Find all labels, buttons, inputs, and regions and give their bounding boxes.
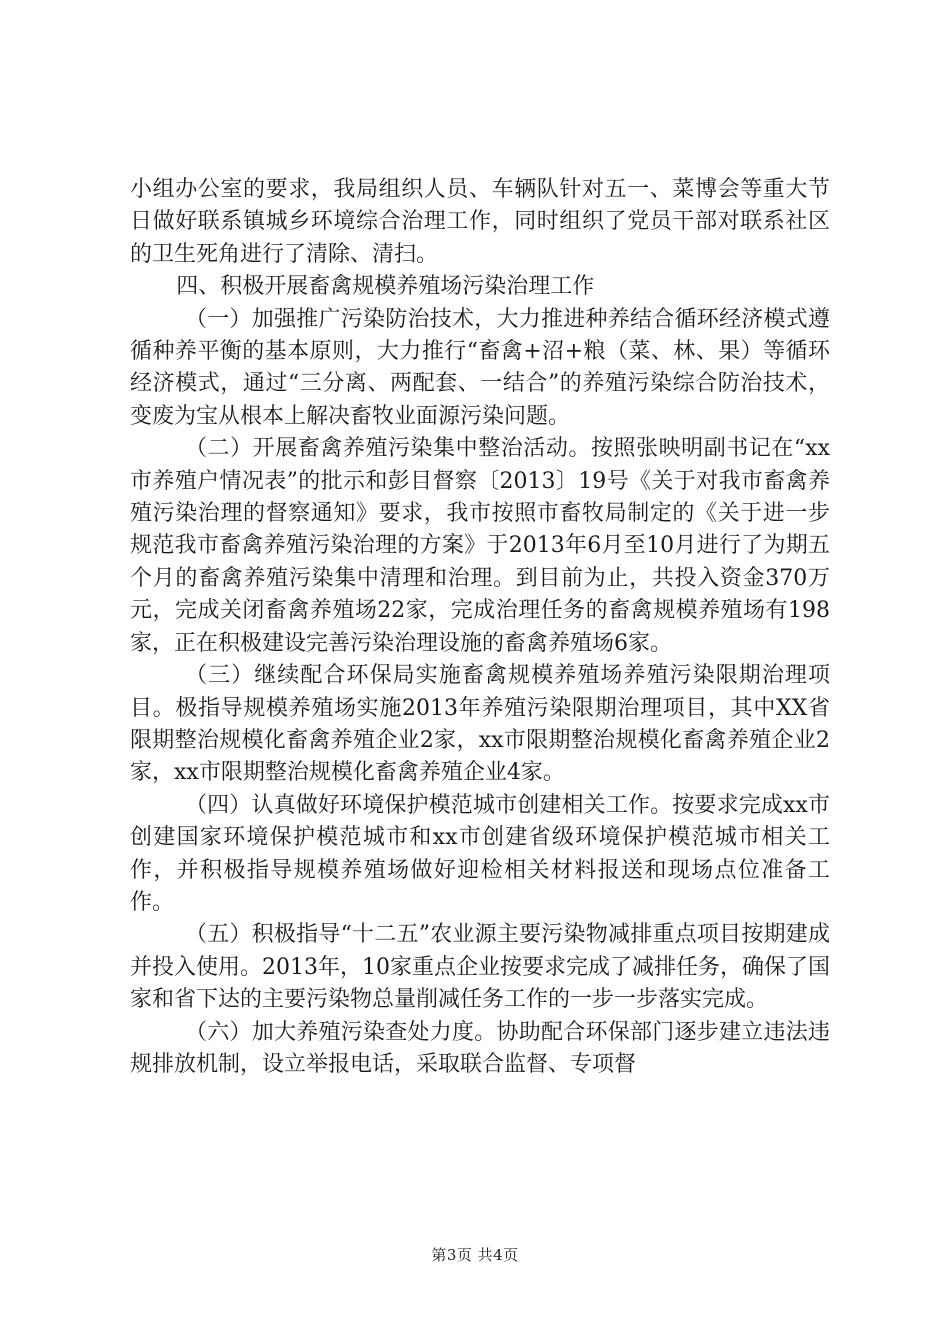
page-number: 第3页 — [431, 1246, 473, 1264]
page-total: 共4页 — [477, 1246, 519, 1264]
paragraph-item-2: （二）开展畜禽养殖污染集中整治活动。按照张映明副书记在“xx市养殖户情况表”的批示和彭目督察〔2013〕19号《关于对我市畜禽养殖污染治理的督察通知》要求，我市按照市畜牧局制定的《关于进一步规范我市畜禽养殖污染治理的方案》于2013年6月至10月进行了为期五个月的畜禽养殖污染集中清理和治理。到目前为止，共投入资金370万元，完成关闭畜禽养殖场22家，完成治理任务的畜禽规模养殖场有198家，正在积极建设完善污染治理设施的畜禽养殖场6家。 — [130, 436, 830, 656]
paragraph-item-1: （一）加强推广污染防治技术，大力推进种养结合循环经济模式遵循种养平衡的基本原则，大力推行“畜禽+沼+粮（菜、林、果）等循环经济模式，通过“三分离、两配套、一结合”的养殖污染综合防治技术，变废为宝从根本上解决畜牧业面源污染问题。 — [130, 306, 830, 429]
document-body — [130, 174, 830, 1081]
paragraph-item-4: （四）认真做好环境保护模范城市创建相关工作。按要求完成xx市创建国家环境保护模范城市和xx市创建省级环境保护模范城市相关工作，并积极指导规模养殖场做好迎检相关材料报送和现场点位准备工作。 — [130, 792, 830, 915]
page-footer — [0, 1244, 950, 1265]
paragraph-item-5: （五）积极指导“十二五”农业源主要污染物减排重点项目按期建成并投入使用。2013年，10家重点企业按要求完成了减排任务，确保了国家和省下达的主要污染物总量削减任务工作的一步一步落实完成。 — [130, 922, 830, 1013]
section-heading: 四、积极开展畜禽规模养殖场污染治理工作 — [176, 274, 595, 300]
paragraph-continuation: 小组办公室的要求，我局组织人员、车辆队针对五一、菜博会等重大节日做好联系镇城乡环境综合治理工作，同时组织了党员干部对联系社区的卫生死角进行了清除、清扫。 — [130, 177, 830, 267]
paragraph-item-3: （三）继续配合环保局实施畜禽规模养殖场养殖污染限期治理项目。极指导规模养殖场实施2013年养殖污染限期治理项目，其中XX省限期整治规模化畜禽养殖企业2家，xx市限期整治规模化畜禽养殖企业2家，xx市限期整治规模化畜禽养殖企业4家。 — [130, 663, 830, 786]
paragraph-item-6: （六）加大养殖污染查处力度。协助配合环保部门逐步建立违法违规排放机制，设立举报电话，采取联合监督、专项督 — [130, 1019, 830, 1077]
